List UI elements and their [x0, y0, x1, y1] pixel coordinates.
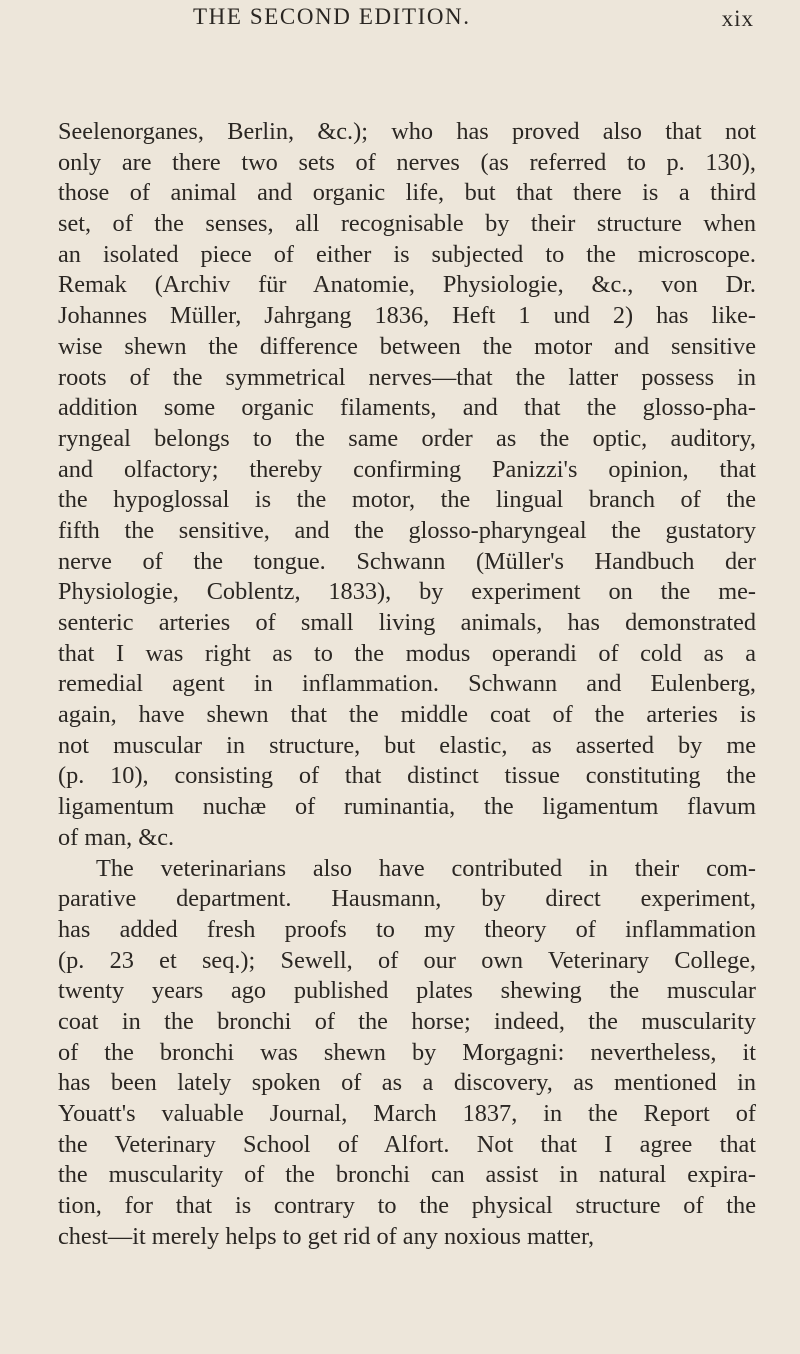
text-line: the hypoglossal is the motor, the lingual branch of the: [58, 486, 756, 514]
text-line: ligamentum nuchæ of ruminantia, the ligamentum flavum: [58, 793, 756, 821]
text-line: again, have shewn that the middle coat of the arteries is: [58, 701, 756, 729]
text-line: (p. 23 et seq.); Sewell, of our own Veterinary College,: [58, 946, 756, 974]
text-line: coat in the bronchi of the horse; indeed, the muscularity: [58, 1007, 756, 1035]
page-number: xix: [721, 6, 754, 31]
text-line: set, of the senses, all recognisable by their structure when: [58, 210, 756, 238]
body-text: [58, 117, 756, 1252]
text-line: Youatt's valuable Journal, March 1837, in the Report of: [58, 1100, 756, 1127]
text-line: the muscularity of the bronchi can assist in natural expira-: [58, 1161, 756, 1189]
text-line: not muscular in structure, but elastic, as asserted by me: [58, 731, 756, 759]
running-title: THE SECOND EDITION.: [193, 4, 471, 29]
text-line: has added fresh proofs to my theory of inflammation: [58, 915, 756, 943]
text-line: those of animal and organic life, but that there is a third: [58, 179, 756, 207]
text-line: roots of the symmetrical nerves—that the latter possess in: [58, 363, 756, 391]
text-line: the Veterinary School of Alfort. Not that I agree that: [58, 1130, 756, 1158]
text-line: of man, &c.: [58, 823, 175, 851]
text-line: fifth the sensitive, and the glosso-pharyngeal the gustatory: [58, 516, 756, 544]
text-line: only are there two sets of nerves (as referred to p. 130),: [58, 148, 756, 176]
text-line: Johannes Müller, Jahrgang 1836, Heft 1 und 2) has like-: [58, 302, 756, 330]
text-line: ryngeal belongs to the same order as the optic, auditory,: [58, 424, 756, 452]
text-line: senteric arteries of small living animals, has demonstrated: [58, 609, 756, 636]
text-line: an isolated piece of either is subjected to the microscope.: [58, 240, 756, 268]
text-line: The veterinarians also have contributed in their com-: [96, 854, 756, 882]
text-line: tion, for that is contrary to the physical structure of the: [58, 1192, 756, 1220]
text-line: that I was right as to the modus operandi of cold as a: [58, 639, 756, 667]
text-line: wise shewn the difference between the motor and sensitive: [58, 332, 756, 360]
text-line: (p. 10), consisting of that distinct tissue constituting the: [58, 762, 756, 790]
text-line: has been lately spoken of as a discovery, as mentioned in: [58, 1069, 756, 1097]
running-head: [58, 0, 756, 40]
text-line: Seelenorganes, Berlin, &c.); who has proved also that not: [58, 118, 756, 145]
text-line: of the bronchi was shewn by Morgagni: nevertheless, it: [58, 1038, 756, 1066]
text-line: parative department. Hausmann, by direct experiment,: [58, 885, 756, 913]
text-line: and olfactory; thereby confirming Panizzi's opinion, that: [58, 455, 756, 483]
text-line: twenty years ago published plates shewing the muscular: [58, 977, 756, 1005]
text-line: remedial agent in inflammation. Schwann and Eulenberg,: [58, 670, 756, 698]
text-line: chest—it merely helps to get rid of any noxious matter,: [58, 1222, 595, 1250]
text-line: addition some organic filaments, and that the glosso-pha-: [58, 394, 756, 422]
text-line: Physiologie, Coblentz, 1833), by experiment on the me-: [58, 578, 756, 606]
text-line: Remak (Archiv für Anatomie, Physiologie, &c., von Dr.: [58, 271, 756, 299]
text-line: nerve of the tongue. Schwann (Müller's Handbuch der: [58, 547, 756, 575]
